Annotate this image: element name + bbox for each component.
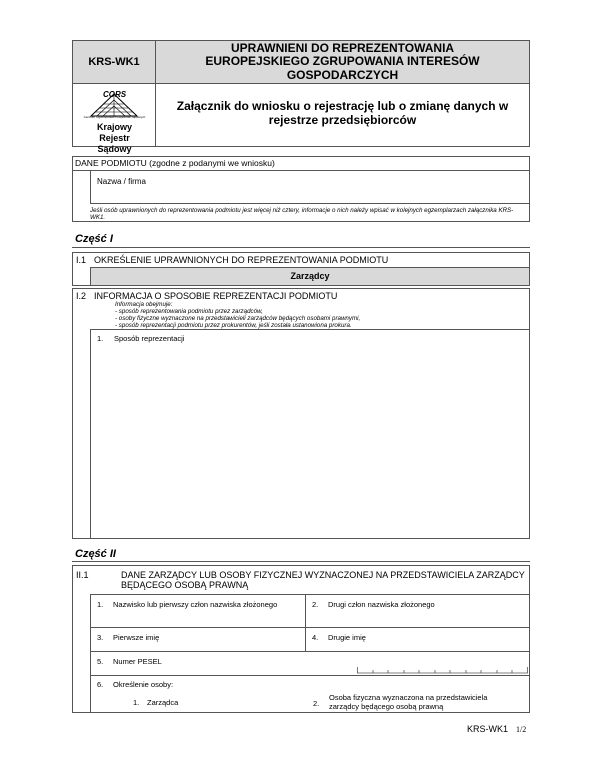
drugi-czlon-number: 2. bbox=[312, 600, 319, 609]
section-i1-number: I.1 bbox=[76, 255, 87, 265]
dane-podmiotu-note: Jeśli osób uprawnionych do reprezentowania podmiotu jest więcej niż cztery, informacje o nich należy wpisać w kolejnych egzemplarzach załącznika KRS-WK1. bbox=[90, 207, 514, 222]
form-subtitle-box bbox=[156, 84, 529, 146]
drugie-imie-label: Drugie imię bbox=[328, 633, 366, 642]
sposob-reprezentacji-number: 1. bbox=[97, 334, 104, 343]
zarzadcy-label: Zarządcy bbox=[290, 271, 330, 281]
drugie-imie-field[interactable] bbox=[306, 627, 529, 651]
org-name: Krajowy Rejestr Sądowy bbox=[96, 122, 132, 154]
okreslenie-osoby-field bbox=[90, 675, 529, 712]
nazwa-firma-field[interactable] bbox=[90, 170, 529, 204]
sposob-reprezentacji-field[interactable] bbox=[90, 329, 529, 538]
footer-code: KRS-WK1 bbox=[467, 724, 509, 734]
section-i2-info-1: Informacja obejmuje: bbox=[115, 301, 173, 308]
drugi-czlon-label: Drugi człon nazwiska złożonego bbox=[328, 600, 435, 609]
part1-rule bbox=[72, 247, 530, 248]
drugi-czlon-field[interactable] bbox=[306, 594, 529, 627]
pesel-number: 5. bbox=[97, 657, 104, 666]
zarzadcy-bar bbox=[90, 267, 529, 285]
form-subtitle: Załącznik do wniosku o rejestrację lub o zmianę danych w rejestrze przedsiębiorców bbox=[176, 99, 509, 127]
pesel-digit-boxes[interactable] bbox=[357, 666, 529, 674]
option-zarzadca-label[interactable]: Zarządca bbox=[147, 698, 179, 707]
form-title: UPRAWNIENI DO REPREZENTOWANIA EUROPEJSKIEGO ZGRUPOWANIA INTERESÓW GOSPODARCZYCH bbox=[205, 41, 480, 82]
nazwisko-field[interactable] bbox=[90, 594, 306, 627]
sposob-reprezentacji-label: Sposób reprezentacji bbox=[114, 334, 185, 343]
pierwsze-imie-label: Pierwsze imię bbox=[113, 633, 160, 642]
option-przedstawiciel-label[interactable]: Osoba fizyczna wyznaczona na przedstawiciela zarządcy będącego osobą prawną bbox=[329, 693, 488, 711]
section-i2-info-4: - sposób reprezentacji podmiotu przez prokurentów, jeśli została ustanowiona prokura. bbox=[115, 322, 352, 329]
part1-title: Część I bbox=[75, 233, 113, 245]
section-i1-title: OKREŚLENIE UPRAWNIONYCH DO REPREZENTOWANIA PODMIOTU bbox=[94, 255, 389, 265]
nazwisko-number: 1. bbox=[97, 600, 104, 609]
option-zarzadca-number: 1. bbox=[133, 698, 140, 707]
section-i2-number: I.2 bbox=[76, 291, 87, 301]
pierwsze-imie-field[interactable] bbox=[90, 627, 306, 651]
dane-podmiotu-heading: DANE PODMIOTU (zgodne z podanymi we wniosku) bbox=[75, 158, 275, 168]
footer-page: 1/2 bbox=[516, 725, 527, 734]
logo-small-text: Centrum Ogólnopolskich Rejestrów Sądowych bbox=[83, 115, 146, 119]
part2-rule bbox=[72, 561, 530, 562]
section-i2-info-2: - sposób reprezentowania podmiotu przez zarządców, bbox=[115, 308, 263, 315]
nazwisko-label: Nazwisko lub pierwszy człon nazwiska złożonego bbox=[113, 600, 278, 609]
form-title-box bbox=[156, 41, 529, 84]
nazwa-firma-label: Nazwa / firma bbox=[97, 177, 146, 186]
okreslenie-osoby-number: 6. bbox=[97, 680, 104, 689]
logo-text: CORS bbox=[102, 90, 127, 99]
pesel-field[interactable] bbox=[90, 651, 529, 675]
logo-box bbox=[73, 84, 156, 154]
pesel-label: Numer PESEL bbox=[113, 657, 162, 666]
section-i2-title: INFORMACJA O SPOSOBIE REPREZENTACJI PODMIOTU bbox=[94, 291, 338, 301]
section-ii1-title: DANE ZARZĄDCY LUB OSOBY FIZYCZNEJ WYZNACZONEJ NA PRZEDSTAWICIELA ZARZĄDCY BĘDĄCEGO OSOBĄ PRAWNĄ bbox=[121, 570, 525, 591]
form-code: KRS-WK1 bbox=[88, 56, 140, 68]
drugie-imie-number: 4. bbox=[312, 633, 319, 642]
pierwsze-imie-number: 3. bbox=[97, 633, 104, 642]
section-i2-info-3: - osoby fizyczne wyznaczone na przedstawicieli zarządców będących osobami prawnymi, bbox=[115, 315, 361, 322]
form-code-box bbox=[73, 41, 156, 84]
okreslenie-osoby-label: Określenie osoby: bbox=[113, 680, 174, 689]
part2-title: Część II bbox=[75, 548, 116, 560]
option-przedstawiciel-number: 2. bbox=[313, 699, 320, 708]
section-ii1-number: II.1 bbox=[76, 570, 89, 580]
